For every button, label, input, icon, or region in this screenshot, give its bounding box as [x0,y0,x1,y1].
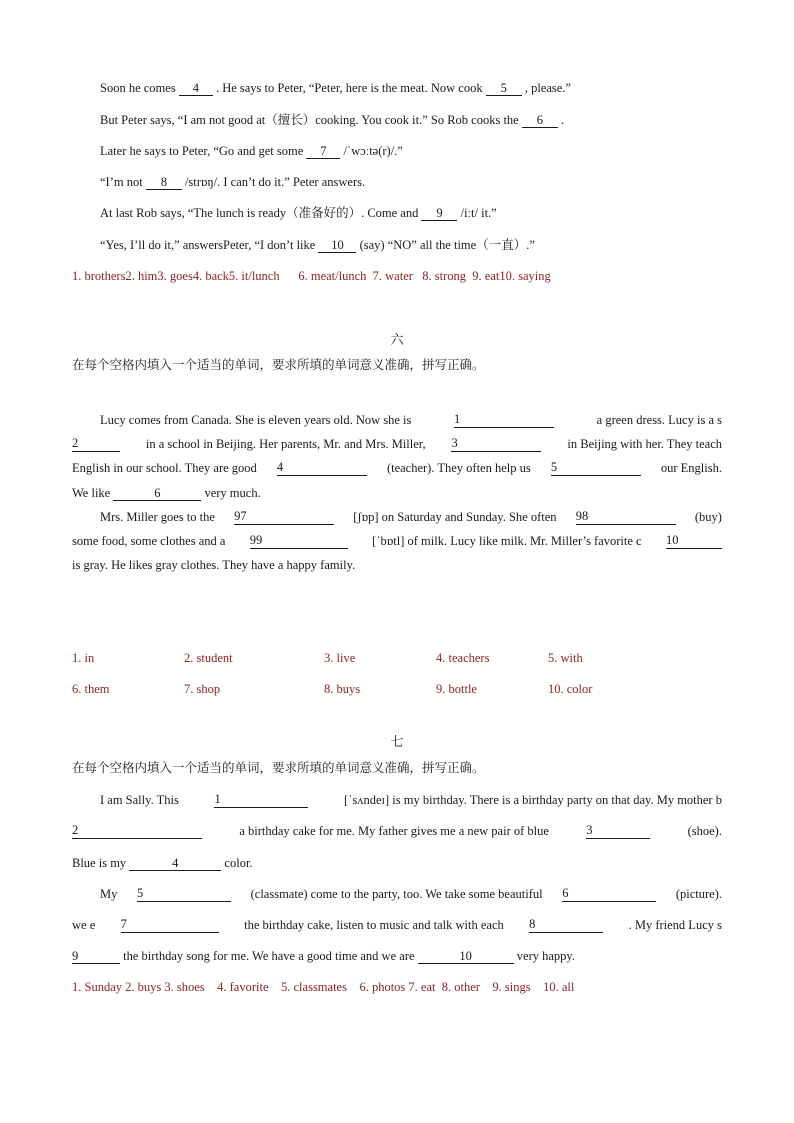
s7-instruction: 在每个空格内填入一个适当的单词，要求所填的单词意义准确，拼写正确。 [72,760,485,775]
s6-answer-2: 2. student [184,651,233,665]
s6-answer-4: 4. teachers [436,651,490,665]
s6-answer-8: 8. buys [324,682,361,696]
blank-5[interactable]: 5 [137,886,231,902]
s5-line-6: “Yes, I’ll do it,” answersPeter, “I don’t like 10 (say) “NO” all the time（一直）.” [100,238,535,252]
s7-heading: 七 [390,735,404,750]
s6-answer-6: 6. them [72,682,110,696]
s6-instruction: 在每个空格内填入一个适当的单词，要求所填的单词意义准确，拼写正确。 [72,357,485,372]
s6-para-line-4: We like 6 very much. [72,486,261,500]
blank-6[interactable]: 6 [113,486,201,501]
blank-10[interactable]: 10 [318,238,356,253]
s6-para-line-5: Mrs. Miller goes to the 97 [ʃɒp] on Saturday and Sunday. She often 98 (buy) [100,509,722,524]
blank-4[interactable]: 4 [179,81,213,96]
s6-para-line-1: Lucy comes from Canada. She is eleven years old. Now she is 1 a green dress. Lucy is a s [100,412,722,427]
s7-para-line-1: I am Sally. This 1 [ˈsʌndeɪ] is my birthday. There is a birthday party on that day. My mother b [100,792,722,807]
blank-5[interactable]: 5 [551,460,641,476]
s5-line-1: Soon he comes 4 . He says to Peter, “Peter, here is the meat. Now cook 5 , please.” [100,81,571,95]
blank-8[interactable]: 8 [529,917,603,933]
s6-answer-3: 3. live [324,651,356,665]
blank-4[interactable]: 4 [277,460,367,476]
blank-7[interactable]: 7 [306,144,340,159]
blank-3[interactable]: 3 [451,436,541,452]
blank-10[interactable]: 10 [666,533,722,549]
blank-10[interactable]: 10 [418,949,514,964]
s6-para-line-7: is gray. He likes gray clothes. They have a happy family. [72,558,356,572]
blank-3[interactable]: 3 [586,823,650,839]
blank-5[interactable]: 5 [486,81,522,96]
s6-answer-7: 7. shop [184,682,221,696]
s7-para-line-5: we e 7 the birthday cake, listen to music and talk with each 8 . My friend Lucy s [72,917,722,932]
s5-line-3: Later he says to Peter, “Go and get some 7 /ˈwɔːtə(r)/.” [100,144,403,158]
blank-4[interactable]: 4 [129,856,221,871]
s6-para-line-6: some food, some clothes and a 99 [ˈbɒtl] of milk. Lucy like milk. Mr. Miller’s favorite c 10 [72,533,722,549]
blank-1[interactable]: 1 [214,792,308,808]
s6-answer-10: 10. color [548,682,593,696]
s6-heading: 六 [390,333,404,348]
s6-answer-9: 9. bottle [436,682,477,696]
s7-para-line-3: Blue is my 4 color. [72,856,253,870]
blank-99[interactable]: 99 [250,533,348,549]
s7-answers: 1. Sunday 2. buys 3. shoes 4. favorite 5. classmates 6. photos 7. eat 8. other 9. sings 10. all [72,980,575,994]
s6-para-line-3: English in our school. They are good 4 (teacher). They often help us 5 our English. [72,460,722,475]
s7-para-line-2: 2 a birthday cake for me. My father gives me a new pair of blue 3 (shoe). [72,823,722,838]
blank-8[interactable]: 8 [146,175,182,190]
blank-9[interactable]: 9 [421,206,457,221]
blank-97[interactable]: 97 [234,509,334,525]
s5-line-2: But Peter says, “I am not good at（擅长）cooking. You cook it.” So Rob cooks the 6 . [100,113,565,127]
blank-6[interactable]: 6 [562,886,656,902]
s6-para-line-2: 2 in a school in Beijing. Her parents, Mr. and Mrs. Miller, 3 in Beijing with her. They teach [72,436,722,451]
s6-answer-5: 5. with [548,651,583,665]
s5-line-5: At last Rob says, “The lunch is ready（准备好的）. Come and 9 /iːt/ it.” [100,206,497,220]
s5-line-4: “I’m not 8 /strɒŋ/. I can’t do it.” Peter answers. [100,175,366,189]
s7-para-line-6: 9 the birthday song for me. We have a good time and we are 10 very happy. [72,949,575,963]
s6-answer-1: 1. in [72,651,95,665]
blank-7[interactable]: 7 [121,917,219,933]
blank-9[interactable]: 9 [72,949,120,964]
blank-2[interactable]: 2 [72,823,202,839]
blank-2[interactable]: 2 [72,436,120,452]
blank-1[interactable]: 1 [454,412,554,428]
s7-para-line-4: My 5 (classmate) come to the party, too. We take some beautiful 6 (picture). [100,886,722,901]
blank-98[interactable]: 98 [576,509,676,525]
blank-6[interactable]: 6 [522,113,558,128]
s5-answers: 1. brothers2. him3. goes4. back5. it/lunch 6. meat/lunch 7. water 8. strong 9. eat10. saying [72,269,551,283]
